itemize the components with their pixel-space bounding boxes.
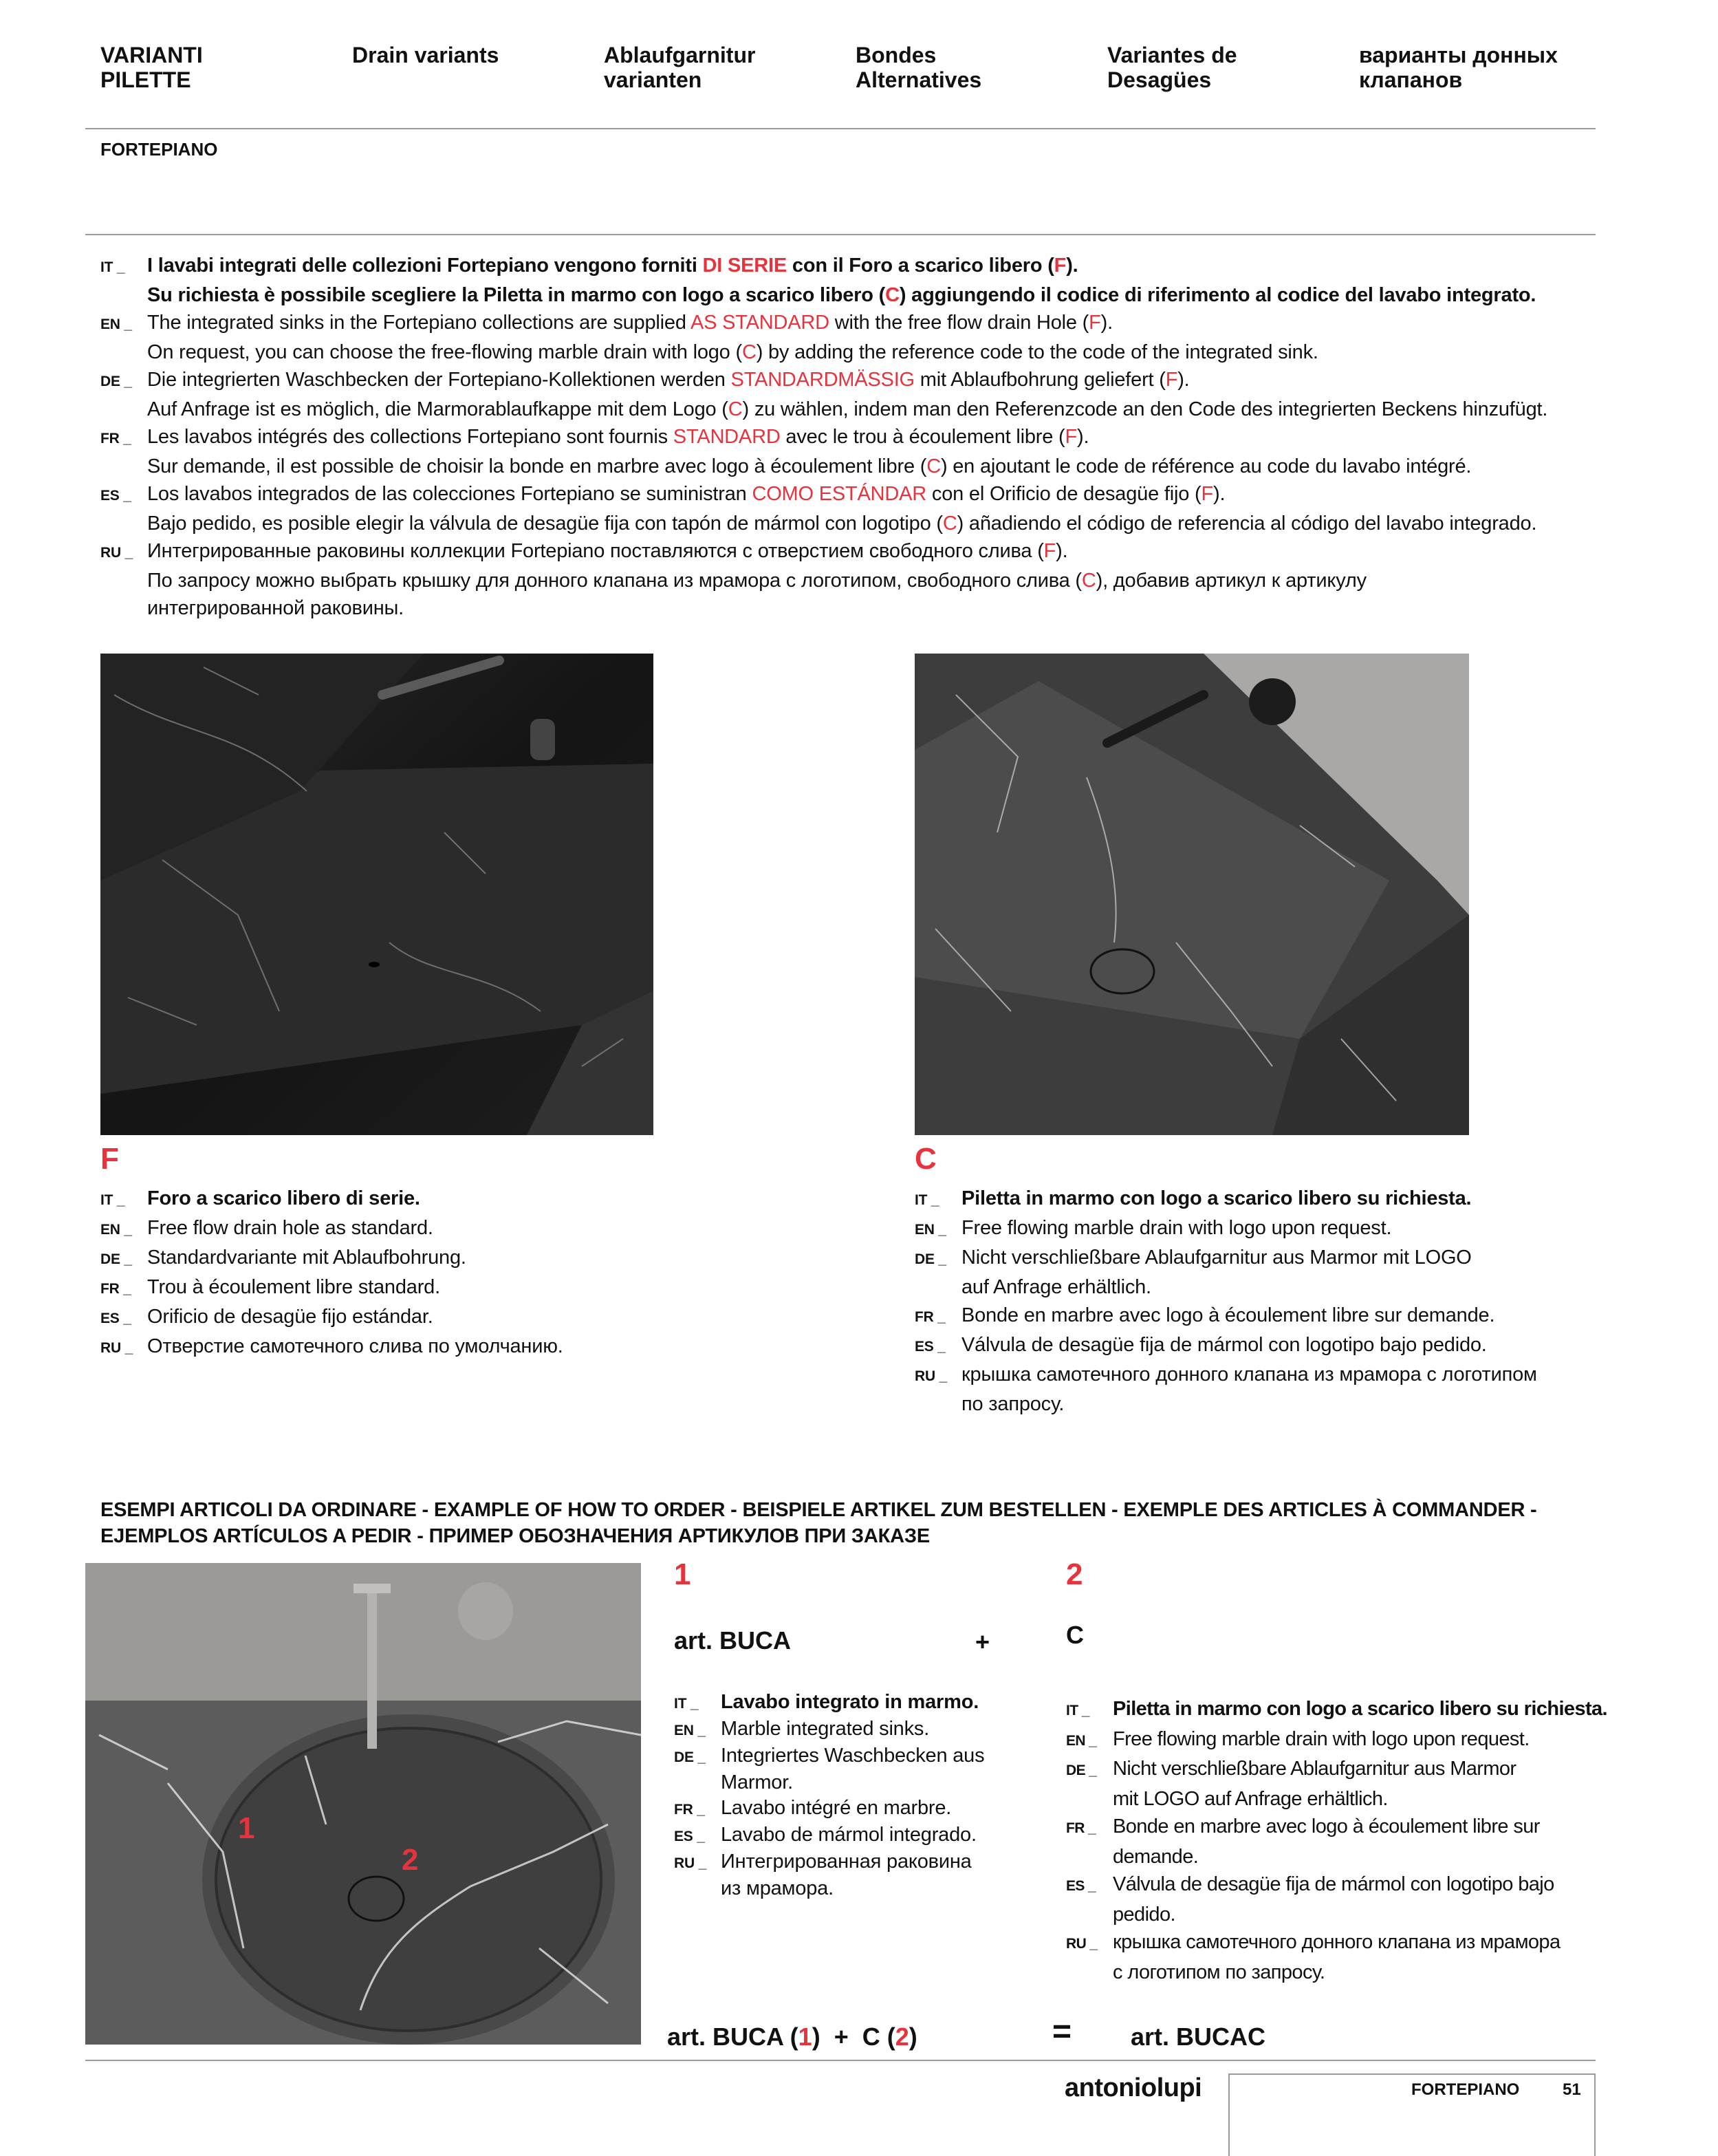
text-segment: ) añadiendo el código de referencia al código del lavabo integrado. [957,513,1537,535]
lang-entry-ru [100,537,1547,622]
text-segment: I lavabi integrati delle collezioni Fortepiano vengono forniti [147,255,703,277]
header-divider [85,128,1596,129]
text-segment: крышка самотечного донного клапана из мрамора [1113,1931,1561,1953]
lang-entry-it [674,1690,984,1716]
language-code: ES _ [915,1339,946,1355]
text-content [1113,1785,1388,1813]
language-code: EN _ [100,316,132,332]
section-title: FORTEPIANO [100,139,218,160]
text-line [915,1390,1537,1419]
text-segment: крышка самотечного донного клапана из мрамора с логотипом [961,1363,1537,1386]
language-code: ES _ [674,1829,705,1844]
language-code: IT _ [915,1192,939,1208]
text-line [100,1273,563,1303]
text-line [1066,1725,1607,1756]
equals-sign: = [1052,2014,1072,2050]
text-line [100,567,1547,594]
text-segment: Trou à écoulement libre standard. [147,1276,440,1298]
photo-order-example [85,1563,641,2045]
text-content [721,1876,834,1901]
text-segment: Lavabo intégré en marbre. [721,1797,952,1819]
text-line [1066,1959,1607,1987]
text-line [100,510,1547,537]
text-line [1066,1871,1607,1901]
text-content [1113,1843,1198,1871]
text-segment: Foro a scarico libero di serie. [147,1187,420,1209]
language-code: IT _ [100,259,125,275]
text-line [100,1185,563,1214]
text-segment: Válvula de desagüe fija de mármol con logotipo bajo pedido. [961,1334,1487,1356]
lang-entry-es [915,1331,1537,1361]
text-line [915,1244,1537,1273]
text-content [1113,1959,1325,1987]
language-code: DE _ [915,1251,946,1267]
image-label-1: 1 [238,1811,255,1845]
text-segment: mit LOGO auf Anfrage erhältlich. [1113,1787,1388,1810]
text-content [1113,1695,1607,1723]
text-line [100,366,1547,396]
language-code: FR _ [1066,1820,1096,1836]
text-line [1066,1901,1607,1929]
text-segment: Отверстие самотечного слива по умолчанию. [147,1335,563,1357]
highlight-text: F [1089,312,1101,334]
text-segment: Sur demande, il est possible de choisir la bonde en marbre avec logo à écoulement libre ( [147,455,927,477]
variant-f-captions [100,1185,563,1362]
text-content [1113,1871,1554,1899]
variant-c-letter: C [915,1142,937,1176]
text-content [147,309,1113,336]
lang-entry-it [915,1185,1537,1214]
section-divider [85,234,1596,235]
text-content [721,1743,984,1769]
footer-divider [85,2060,1596,2061]
text-content [147,366,1190,394]
header-variant-it: VARIANTI PILETTE [100,43,203,92]
formula-part-a: art. BUCA ( [667,2023,798,2051]
text-content [1113,1901,1175,1929]
language-code: ES _ [100,1311,131,1326]
text-line [674,1716,984,1743]
text-content [961,1185,1471,1213]
language-code: IT _ [674,1696,699,1712]
highlight-text: DI SERIE [702,255,787,277]
formula-close: ) [909,2023,917,2051]
highlight-text: F [1201,483,1213,505]
lang-entry-de [915,1244,1537,1302]
item2-number: 2 [1066,1557,1083,1591]
photo-sink-free-flow-drain [100,654,653,1135]
language-code: RU _ [100,545,133,561]
text-segment: Su richiesta è possibile scegliere la Piletta in marmo con logo a scarico libero ( [147,284,886,306]
text-content [961,1361,1537,1389]
lang-entry-en [100,309,1547,366]
highlight-text: C [885,284,900,306]
text-line [674,1770,984,1796]
text-segment: ). [1100,312,1113,334]
text-segment: pedido. [1113,1903,1175,1926]
header-variant-de: Ablaufgarnitur varianten [604,43,756,92]
highlight-text: F [1043,540,1056,562]
language-code: EN _ [915,1222,946,1238]
text-content [1113,1928,1561,1956]
text-content [147,338,1318,366]
text-content [1113,1755,1516,1783]
text-segment: Integriertes Waschbecken aus [721,1745,985,1767]
text-segment: Orificio de desagüe fijo estándar. [147,1306,433,1328]
text-segment: Nicht verschließbare Ablaufgarnitur aus Marmor mit LOGO [961,1247,1472,1269]
text-content [147,510,1536,537]
text-line [674,1690,984,1716]
text-content [721,1770,793,1796]
lang-entry-fr [100,423,1547,480]
text-content [721,1796,951,1821]
text-content [147,1273,440,1302]
text-content [961,1244,1472,1272]
text-line [915,1331,1537,1361]
highlight-text: C [728,398,743,420]
text-segment: с логотипом по запросу. [1113,1961,1325,1983]
text-line [915,1273,1537,1302]
lang-entry-es [1066,1871,1607,1928]
language-code: EN _ [100,1222,132,1238]
text-segment: Marmor. [721,1771,793,1793]
order-heading [100,1497,1537,1549]
language-code: DE _ [674,1749,706,1765]
highlight-text: F [1065,426,1077,448]
highlight-text: STANDARDMÄSSIG [730,369,915,391]
lang-entry-de [674,1743,984,1796]
page-number: 51 [1563,2080,1581,2099]
text-segment: по запросу. [961,1393,1065,1415]
text-line [100,423,1547,453]
text-line [1066,1755,1607,1785]
language-code: RU _ [1066,1936,1098,1952]
formula-num-2: 2 [895,2023,909,2051]
text-content [961,1214,1391,1242]
language-code: FR _ [674,1802,705,1818]
formula-num-1: 1 [798,2023,812,2051]
footer-box [1228,2073,1596,2156]
language-code: IT _ [1066,1703,1089,1718]
text-content [147,1214,433,1242]
text-segment: Интегрированная раковина [721,1851,972,1873]
text-segment: ). [1213,483,1226,505]
text-segment: On request, you can choose the free-flowing marble drain with logo ( [147,341,742,363]
text-segment: Válvula de desagüe fija de mármol con logotipo bajo [1113,1873,1554,1895]
order-result: art. BUCAC [1131,2023,1266,2051]
item1-number: 1 [674,1557,691,1591]
text-line [100,281,1547,309]
highlight-text: COMO ESTÁNDAR [752,483,927,505]
header-variant-en: Drain variants [352,43,499,67]
lang-entry-de [1066,1755,1607,1813]
text-content [1113,1813,1540,1841]
text-content [147,480,1225,508]
order-heading-line-1: ESEMPI ARTICOLI DA ORDINARE - EXAMPLE OF HOW TO ORDER - BEISPIELE ARTIKEL ZUM BESTELLEN - EXEMPLE DES ARTICLES À COMMANDER - [100,1499,1537,1521]
text-line [100,537,1547,567]
text-content [1113,1725,1530,1754]
item1-article: art. BUCA [674,1626,792,1654]
text-content [721,1849,972,1875]
text-line [100,1333,563,1362]
lang-entry-en [1066,1725,1607,1756]
text-segment: Standardvariante mit Ablaufbohrung. [147,1247,466,1269]
image-label-2: 2 [402,1843,419,1877]
text-segment: интегрированной раковины. [147,597,404,619]
language-code: ES _ [1066,1878,1096,1894]
photo-sink-marble-drain [915,654,1469,1135]
text-content [961,1302,1494,1330]
text-content [147,453,1471,480]
plus-sign: + [975,1628,990,1656]
text-line [674,1822,984,1849]
lang-entry-fr [100,1273,563,1303]
text-segment: ). [1056,540,1068,562]
lang-entry-ru [1066,1928,1607,1986]
text-content [147,537,1068,565]
text-line [100,338,1547,366]
language-code: RU _ [915,1368,948,1384]
text-segment: Marble integrated sinks. [721,1718,930,1740]
language-code: ES _ [100,488,131,504]
text-content [147,594,404,622]
text-segment: ) by adding the reference code to the code of the integrated sink. [756,341,1318,363]
lang-entry-de [100,1244,563,1273]
intro-text [100,252,1547,622]
text-line [100,396,1547,423]
text-segment: Free flowing marble drain with logo upon request. [1113,1727,1530,1750]
text-content [147,423,1089,451]
lang-entry-fr [674,1796,984,1822]
text-line [674,1796,984,1822]
text-line [100,594,1547,622]
text-segment: Lavabo integrato in marmo. [721,1691,979,1713]
lang-entry-en [100,1214,563,1244]
variant-c-captions [915,1185,1537,1419]
highlight-text: STANDARD [673,426,781,448]
text-segment: из мрамора. [721,1877,834,1899]
lang-entry-de [100,366,1547,423]
text-segment: Nicht verschließbare Ablaufgarnitur aus Marmor [1113,1758,1516,1780]
lang-entry-en [674,1716,984,1743]
formula-part-b: ) + C ( [812,2023,895,2051]
lang-entry-fr [1066,1813,1607,1871]
lang-entry-es [100,1303,563,1333]
text-content [147,1185,420,1213]
text-segment: avec le trou à écoulement libre ( [780,426,1065,448]
language-code: IT _ [100,1192,125,1208]
text-segment: con il Foro a scarico libero ( [787,255,1054,277]
text-segment: ). [1077,426,1089,448]
language-code: RU _ [674,1855,707,1871]
language-code: FR _ [100,1281,131,1297]
highlight-text: C [942,513,957,535]
language-code: DE _ [100,374,132,389]
lang-entry-it [100,1185,563,1214]
text-segment: Free flow drain hole as standard. [147,1217,433,1239]
text-line [100,252,1547,281]
text-line [674,1743,984,1770]
item2-article: C [1066,1621,1084,1649]
text-content [147,567,1367,594]
item2-captions [1066,1695,1607,1986]
header-variant-ru: варианты донных клапанов [1359,43,1558,92]
text-segment: ). [1177,369,1190,391]
lang-entry-it [100,252,1547,309]
brand-logo: antoniolupi [1065,2073,1202,2102]
language-code: EN _ [1066,1732,1097,1749]
text-segment: Die integrierten Waschbecken der Fortepiano-Kollektionen werden [147,369,731,391]
text-line [100,453,1547,480]
text-content [147,396,1547,423]
lang-entry-ru [915,1361,1537,1419]
lang-entry-it [1066,1695,1607,1725]
order-heading-line-2: EJEMPLOS ARTÍCULOS A PEDIR - ПРИМЕР ОБОЗНАЧЕНИЯ АРТИКУЛОВ ПРИ ЗАКАЗЕ [100,1525,930,1547]
text-line [915,1361,1537,1390]
text-line [100,1303,563,1333]
text-segment: Los lavabos integrados de las colecciones Fortepiano se suministran [147,483,752,505]
text-content [147,1244,466,1272]
language-code: EN _ [674,1723,706,1738]
text-line [100,1244,563,1273]
highlight-text: F [1165,369,1178,391]
variant-f-letter: F [100,1142,119,1176]
text-line [915,1302,1537,1331]
text-line [674,1849,984,1876]
highlight-text: C [1081,570,1096,592]
text-line [1066,1813,1607,1843]
text-segment: with the free flow drain Hole ( [829,312,1089,334]
text-segment: Bonde en marbre avec logo à écoulement libre sur demande. [961,1304,1495,1326]
text-segment: Bonde en marbre avec logo à écoulement libre sur [1113,1815,1540,1837]
lang-entry-es [674,1822,984,1849]
text-content [961,1331,1487,1359]
text-segment: Lavabo de mármol integrado. [721,1824,977,1846]
text-segment: Интегрированные раковины коллекции Fortepiano поставляются с отверстием свободного слива ( [147,540,1044,562]
text-line [915,1185,1537,1214]
language-code: DE _ [1066,1762,1097,1778]
order-formula [667,2023,917,2051]
text-segment: Bajo pedido, es posible elegir la válvula de desagüe fija con tapón de mármol con logotipo ( [147,513,943,535]
highlight-text: AS STANDARD [691,312,829,334]
text-segment: ) aggiungendo il codice di riferimento al codice del lavabo integrato. [899,284,1536,306]
language-code: DE _ [100,1251,132,1267]
text-segment: Piletta in marmo con logo a scarico libero su richiesta. [961,1187,1472,1209]
text-line [100,1214,563,1244]
text-segment: Piletta in marmo con logo a scarico libero su richiesta. [1113,1698,1608,1720]
highlight-text: F [1054,255,1067,277]
text-line [1066,1695,1607,1725]
text-segment: ) en ajoutant le code de référence au code du lavabo intégré. [940,455,1472,477]
header-variant-es: Variantes de Desagües [1107,43,1237,92]
text-content [147,281,1536,309]
text-line [1066,1785,1607,1813]
highlight-text: C [926,455,941,477]
text-line [1066,1843,1607,1871]
language-code: FR _ [915,1309,946,1325]
text-segment: demande. [1113,1845,1199,1868]
footer-collection: FORTEPIANO [1411,2080,1520,2099]
header-variant-fr: Bondes Alternatives [856,43,982,92]
text-segment: mit Ablaufbohrung geliefert ( [914,369,1166,391]
text-content [721,1690,979,1715]
text-segment: ), добавив артикул к артикулу [1096,570,1367,592]
text-segment: ). [1066,255,1078,277]
text-segment: Les lavabos intégrés des collections Fortepiano sont fournis [147,426,673,448]
text-content [147,1303,433,1331]
text-segment: По запросу можно выбрать крышку для донного клапана из мрамора с логотипом, свободного слива ( [147,570,1082,592]
text-content [147,1333,563,1361]
text-line [915,1214,1537,1244]
text-content [721,1716,929,1742]
text-segment: ) zu wählen, indem man den Referenzcode an den Code des integrierten Beckens hinzufügt. [742,398,1548,420]
language-code: RU _ [100,1340,133,1356]
text-line [100,480,1547,510]
text-line [674,1876,984,1901]
lang-entry-es [100,480,1547,537]
text-content [721,1822,977,1848]
language-code: FR _ [100,431,131,446]
text-segment: Free flowing marble drain with logo upon request. [961,1217,1392,1239]
text-content [147,252,1078,279]
text-line [1066,1928,1607,1959]
text-segment: Auf Anfrage ist es möglich, die Marmorablaufkappe mit dem Logo ( [147,398,728,420]
item1-captions [674,1690,984,1901]
text-segment: The integrated sinks in the Fortepiano collections are supplied [147,312,691,334]
text-line [100,309,1547,338]
highlight-text: C [741,341,757,363]
lang-entry-ru [674,1849,984,1901]
lang-entry-ru [100,1333,563,1362]
text-content [961,1273,1151,1302]
text-segment: auf Anfrage erhältlich. [961,1276,1151,1298]
lang-entry-fr [915,1302,1537,1331]
text-content [961,1390,1064,1419]
text-segment: con el Orificio de desagüe fijo ( [926,483,1201,505]
lang-entry-en [915,1214,1537,1244]
